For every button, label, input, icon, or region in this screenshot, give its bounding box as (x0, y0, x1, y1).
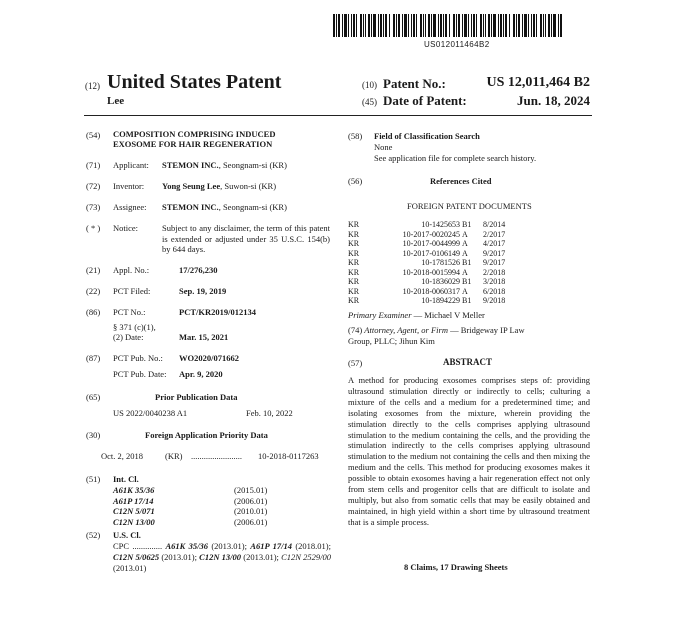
code-73: (73) (86, 202, 101, 212)
doc-kind: A (462, 248, 468, 258)
invention-title-line2: EXOSOME FOR HAIR REGENERATION (113, 139, 273, 149)
foreign-doc-row (348, 287, 588, 296)
doc-number: 10-2017-0020245 (402, 229, 460, 239)
doc-kind: A (462, 239, 468, 248)
doc-country: KR (348, 277, 360, 286)
applicant-location: , Seongnam-si (KR) (218, 160, 287, 170)
date-of-patent-label: Date of Patent: (383, 93, 467, 108)
notice-label: Notice: (113, 223, 139, 233)
doc-country: KR (348, 229, 360, 239)
inventor-surname: Lee (107, 95, 125, 107)
barcode-number: US012011464B2 (424, 40, 490, 49)
references-heading: References Cited (430, 176, 492, 186)
doc-country: KR (348, 267, 360, 277)
foreign-doc-row (348, 268, 588, 277)
date-of-patent: Jun. 18, 2024 (517, 93, 590, 108)
abstract-heading: ABSTRACT (443, 357, 493, 367)
invention-title-line1: COMPOSITION COMPRISING INDUCED (113, 129, 276, 139)
prior-publication-date: Feb. 10, 2022 (246, 408, 293, 418)
doc-country: KR (348, 248, 360, 258)
appl-no-value: 17/276,230 (179, 265, 218, 275)
doc-date: 3/2018 (483, 277, 506, 286)
doc-country: KR (348, 296, 360, 305)
attorney-line1 (348, 325, 525, 336)
doc-number: 10-2018-0060317 (402, 286, 460, 296)
code-52: (52) (86, 530, 101, 540)
doc-date: 4/2017 (483, 239, 506, 248)
int-cl-version: (2010.01) (234, 506, 268, 516)
header-rule (84, 115, 592, 116)
int-cl-class: C12N 5/071 (113, 506, 155, 516)
pct-pub-date-value: Apr. 9, 2020 (179, 369, 223, 379)
cpc-prefix: CPC .............. (113, 541, 163, 551)
appl-no-label: Appl. No.: (113, 265, 150, 275)
inventor-location: , Suwon-si (KR) (220, 181, 277, 191)
doc-country: KR (348, 239, 360, 248)
code-22: (22) (86, 286, 101, 296)
doc-kind: B1 (462, 258, 472, 267)
doc-number: 10-1781526 (421, 258, 460, 267)
cpc-version: (2013.01); (208, 541, 251, 551)
applicant-name: STEMON INC. (162, 160, 219, 170)
cpc-version: (2013.01); (241, 552, 282, 562)
code-87: (87) (86, 353, 101, 363)
pct-pub-no-label: PCT Pub. No.: (113, 353, 163, 363)
foreign-doc-row (348, 230, 588, 239)
kind-code-12: (12) (85, 81, 100, 91)
doc-country: KR (348, 286, 360, 296)
foreign-doc-row (348, 239, 588, 248)
doc-number: 10-1894229 (421, 296, 460, 305)
cpc-class: C12N 13/00 (199, 552, 242, 562)
code-72: (72) (86, 181, 101, 191)
primary-examiner (348, 310, 485, 321)
doc-kind: B1 (462, 296, 472, 305)
inventor-name: Yong Seung Lee (162, 181, 221, 191)
assignee-name: STEMON INC. (162, 202, 219, 212)
prior-publication-heading: Prior Publication Data (155, 392, 238, 402)
pct-no-value: PCT/KR2019/012134 (179, 307, 256, 317)
code-65: (65) (86, 392, 101, 402)
code-21: (21) (86, 265, 101, 275)
patent-number: US 12,011,464 B2 (486, 75, 590, 90)
attorney-label: Attorney, Agent, or Firm (364, 325, 448, 335)
s371-label-line1: § 371 (c)(1), (113, 322, 156, 332)
foreign-priority-heading: Foreign Application Priority Data (145, 430, 268, 440)
field-search-note: See application file for complete search history. (374, 153, 537, 163)
us-cl-label: U.S. Cl. (113, 530, 141, 540)
primary-examiner-name: — Michael V Meller (411, 310, 485, 320)
kind-code-10: (10) (362, 80, 377, 90)
foreign-doc-row (348, 296, 588, 305)
doc-number: 10-2017-0044999 (402, 239, 460, 248)
foreign-doc-row (348, 220, 588, 229)
int-cl-version: (2015.01) (234, 485, 268, 495)
inventor-label: Inventor: (113, 181, 145, 191)
s371-label-line2: (2) Date: (113, 332, 144, 342)
s371-date-value: Mar. 15, 2021 (179, 332, 229, 342)
field-search-heading: Field of Classification Search (374, 131, 480, 141)
document-title: United States Patent (107, 71, 282, 93)
barcode (333, 14, 563, 37)
pct-filed-label: PCT Filed: (113, 286, 151, 296)
attorney-name-part1: — Bridgeway IP Law (447, 325, 525, 335)
barcode-bar (560, 14, 562, 37)
int-cl-class: A61P 17/14 (113, 495, 154, 506)
code-56: (56) (348, 176, 363, 186)
pct-pub-date-label: PCT Pub. Date: (113, 369, 167, 379)
patent-number-label: Patent No.: (383, 76, 446, 91)
doc-country: KR (348, 258, 360, 267)
assignee-label: Assignee: (113, 202, 147, 212)
foreign-doc-row (348, 277, 588, 286)
doc-date: 2/2017 (483, 229, 506, 239)
foreign-priority-number: 10-2018-0117263 (258, 451, 319, 461)
int-cl-label: Int. Cl. (113, 474, 139, 484)
pct-pub-no-value: WO2020/071662 (179, 353, 239, 363)
foreign-priority-date: Oct. 2, 2018 (101, 451, 144, 461)
foreign-docs-heading: FOREIGN PATENT DOCUMENTS (407, 201, 532, 211)
pct-filed-value: Sep. 19, 2019 (179, 286, 227, 296)
doc-number: 10-2017-0106149 (402, 248, 460, 258)
cpc-class: A61P 17/14 (250, 541, 293, 551)
int-cl-version: (2006.01) (234, 495, 268, 506)
foreign-doc-row (348, 249, 588, 258)
prior-publication-number: US 2022/0040238 A1 (113, 408, 188, 418)
cpc-class: C12N 5/0625 (113, 552, 160, 562)
code-54: (54) (86, 130, 101, 140)
doc-kind: A (462, 267, 468, 277)
attorney-name-part2: Group, PLLC; Jihun Kim (348, 336, 435, 346)
cpc-class: A61K 35/36 (165, 541, 208, 551)
doc-country: KR (348, 220, 360, 229)
cpc-class: C12N 2529/00 (281, 552, 331, 562)
cpc-classification (113, 541, 331, 574)
doc-kind: A (462, 229, 468, 239)
kind-code-45: (45) (362, 97, 377, 107)
claims-summary: 8 Claims, 17 Drawing Sheets (404, 562, 508, 572)
pct-no-label: PCT No.: (113, 307, 146, 317)
primary-examiner-label: Primary Examiner (348, 310, 412, 320)
doc-date: 9/2018 (483, 296, 506, 305)
doc-date: 8/2014 (483, 220, 506, 229)
doc-number: 10-2018-0015994 (402, 267, 460, 277)
code-51: (51) (86, 474, 101, 484)
code-71: (71) (86, 160, 101, 170)
inventor-value (162, 181, 276, 192)
assignee-value (162, 202, 287, 213)
doc-date: 9/2017 (483, 248, 506, 258)
cpc-version: (2013.01); (159, 552, 200, 562)
doc-kind: B1 (462, 220, 472, 229)
cpc-version: (2013.01) (113, 563, 147, 573)
field-search-none: None (374, 142, 393, 152)
code-57: (57) (348, 358, 363, 368)
doc-kind: B1 (462, 277, 472, 286)
doc-date: 9/2017 (483, 258, 506, 267)
code-notice: ( * ) (86, 223, 101, 233)
int-cl-version: (2006.01) (234, 516, 268, 527)
doc-kind: A (462, 286, 468, 296)
doc-number: 10-1836029 (421, 277, 460, 286)
code-74: (74) (348, 325, 363, 335)
code-58: (58) (348, 131, 363, 141)
code-86: (86) (86, 307, 101, 317)
doc-date: 6/2018 (483, 286, 506, 296)
applicant-label: Applicant: (113, 160, 149, 170)
code-30: (30) (86, 430, 101, 440)
foreign-priority-country: (KR) (165, 451, 183, 461)
abstract-text: A method for producing exosomes comprises steps of: providing ultrasound stimulation directly or indirectly to cells; culturing a mixture of the cells and a medium for a predetermined time; and isolating exosomes from the mixture, wherein providing the stimulation directly to the cells comprises applying ultrasound stimulation to the medium containing the cells, and the providing the stimulation indirectly to the cells comprises applying ultrasound stimulation to the medium not containing the cells and then mixing the medium and the cells. This method for producing exosomes makes it possible to obtain exosomes having a hair regeneration effect not only from stem cells and progenitor cells that are difficult to isolate and multiply, but also from somatic cells that may be easily obtained and maintained, in high yield within a short time by ultrasound treatment that is a simple process. (348, 375, 590, 527)
int-cl-class: C12N 13/00 (113, 516, 155, 527)
assignee-location: , Seongnam-si (KR) (218, 202, 287, 212)
foreign-priority-dots: ........................ (191, 451, 242, 461)
doc-date: 2/2018 (483, 267, 506, 277)
notice-text: Subject to any disclaimer, the term of this patent is extended or adjusted under 35 U.S.C. 154(b) by 644 days. (162, 223, 330, 254)
applicant-value (162, 160, 287, 171)
doc-number: 10-1425653 (421, 220, 460, 229)
foreign-doc-row (348, 258, 588, 267)
cpc-version: (2018.01); (292, 541, 331, 551)
int-cl-class: A61K 35/36 (113, 485, 155, 495)
